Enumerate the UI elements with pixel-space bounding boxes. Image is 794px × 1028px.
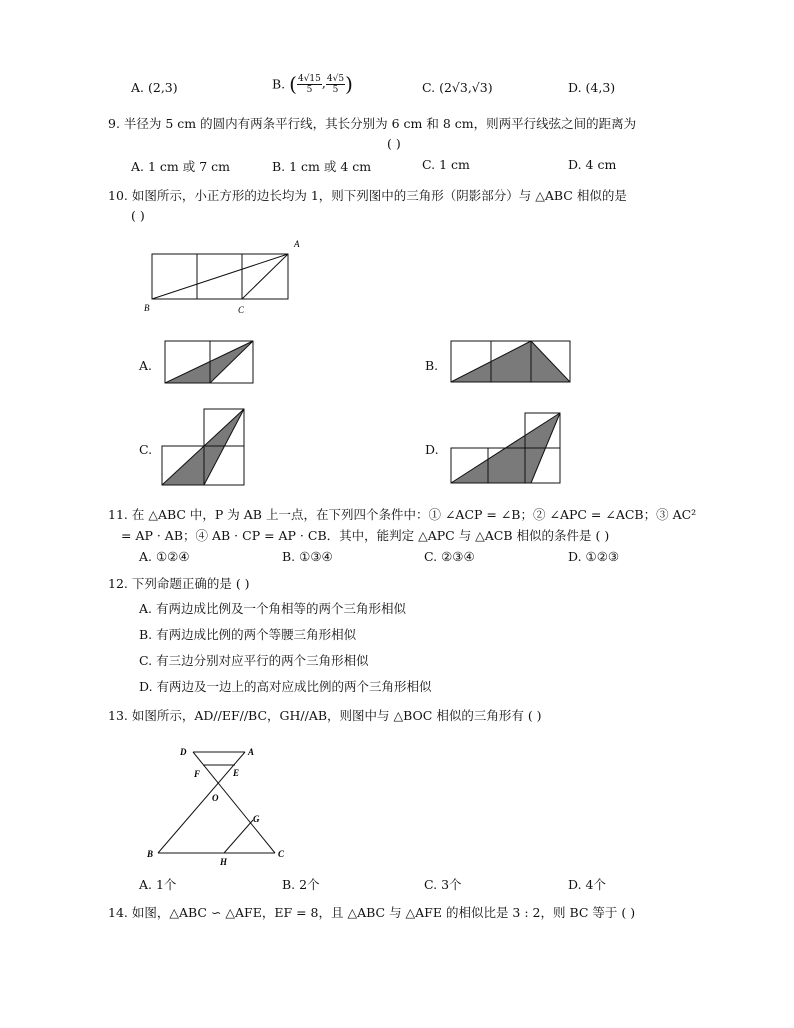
- q10-option-c-figure: [158, 405, 250, 490]
- q8-option-d: D. (4,3): [568, 80, 616, 95]
- label-c: C: [238, 305, 245, 315]
- label-f: F: [194, 769, 201, 779]
- q13-option-b: B. 2个: [282, 877, 320, 892]
- q10-option-a-figure: [160, 338, 260, 388]
- q13-option-d: D. 4个: [568, 877, 606, 892]
- q10-stem: 10. 如图所示，小正方形的边长均为 1，则下列图中的三角形（阴影部分）与 △ABC 相似的是: [108, 188, 627, 203]
- q9-option-b: B. 1 cm 或 4 cm: [272, 159, 372, 174]
- q8-option-a: A. (2,3): [131, 80, 178, 95]
- q10-option-d-figure: [447, 409, 567, 489]
- q11-option-c: C. ②③④: [424, 549, 475, 564]
- shaded-triangle: [451, 341, 570, 382]
- label-g: G: [253, 814, 260, 824]
- q13-figure: [142, 738, 292, 868]
- q9-stem: 9. 半径为 5 cm 的圆内有两条平行线，其长分别为 6 cm 和 8 cm，则两平行线弦之间的距离为: [108, 116, 637, 131]
- q9-blank: ( ): [387, 136, 401, 151]
- q12-option-a: A. 有两边成比例及一个角相等的两个三角形相似: [139, 601, 406, 616]
- q8-option-c: C. (2√3,√3): [422, 80, 493, 95]
- q12-option-b: B. 有两边成比例的两个等腰三角形相似: [139, 627, 357, 642]
- q12-stem: 12. 下列命题正确的是 ( ): [108, 576, 250, 591]
- q10-blank: ( ): [131, 208, 145, 223]
- q12-option-c: C. 有三边分别对应平行的两个三角形相似: [139, 653, 369, 668]
- q11-stem-line2: = AP · AB；④ AB · CP = AP · CB．其中，能判定 △APC 与 △ACB 相似的条件是 ( ): [121, 528, 610, 543]
- label-a: A: [294, 239, 300, 249]
- q10-option-d-label: D.: [425, 442, 439, 457]
- label-h: H: [220, 857, 228, 867]
- label-d: D: [180, 747, 187, 757]
- segment-hg: [224, 820, 253, 853]
- label-b: B: [144, 303, 150, 313]
- q10-option-b-label: B.: [425, 358, 439, 373]
- q9-option-c: C. 1 cm: [422, 157, 470, 172]
- q11-stem-line1: 11. 在 △ABC 中，P 为 AB 上一点，在下列四个条件中：① ∠ACP = ∠B；② ∠APC = ∠ACB；③ AC²: [108, 507, 697, 522]
- q10-main-figure: [140, 236, 310, 316]
- q11-option-b: B. ①③④: [282, 549, 333, 564]
- segment-ab: [152, 254, 288, 299]
- label-b: B: [147, 849, 154, 859]
- q14-stem: 14. 如图，△ABC ∽ △AFE，EF = 8，且 △ABC 与 △AFE 的相似比是 3 : 2，则 BC 等于 ( ): [108, 905, 636, 920]
- label-a: A: [248, 747, 255, 757]
- q13-option-a: A. 1个: [139, 877, 177, 892]
- label-e: E: [233, 768, 240, 778]
- q9-option-a: A. 1 cm 或 7 cm: [131, 159, 230, 174]
- q10-option-a-label: A.: [139, 358, 153, 373]
- label-c: C: [278, 849, 285, 859]
- q8-option-b: B. ( $\frac{4√15}{5}$ , $\frac{4√5}{5}$ ): [272, 72, 353, 96]
- segment-ab: [158, 752, 245, 853]
- q11-option-d: D. ①②③: [568, 549, 620, 564]
- q11-option-a: A. ①②④: [139, 549, 190, 564]
- label-o: O: [212, 793, 219, 803]
- q10-option-b-figure: [447, 338, 575, 388]
- q10-option-c-label: C.: [139, 442, 153, 457]
- segment-ac: [242, 254, 288, 299]
- q13-stem: 13. 如图所示，AD//EF//BC，GH//AB，则图中与 △BOC 相似的三角形有 ( ): [108, 708, 542, 723]
- q12-option-d: D. 有两边及一边上的高对应成比例的两个三角形相似: [139, 679, 432, 694]
- q13-option-c: C. 3个: [424, 877, 462, 892]
- q9-option-d: D. 4 cm: [568, 157, 617, 172]
